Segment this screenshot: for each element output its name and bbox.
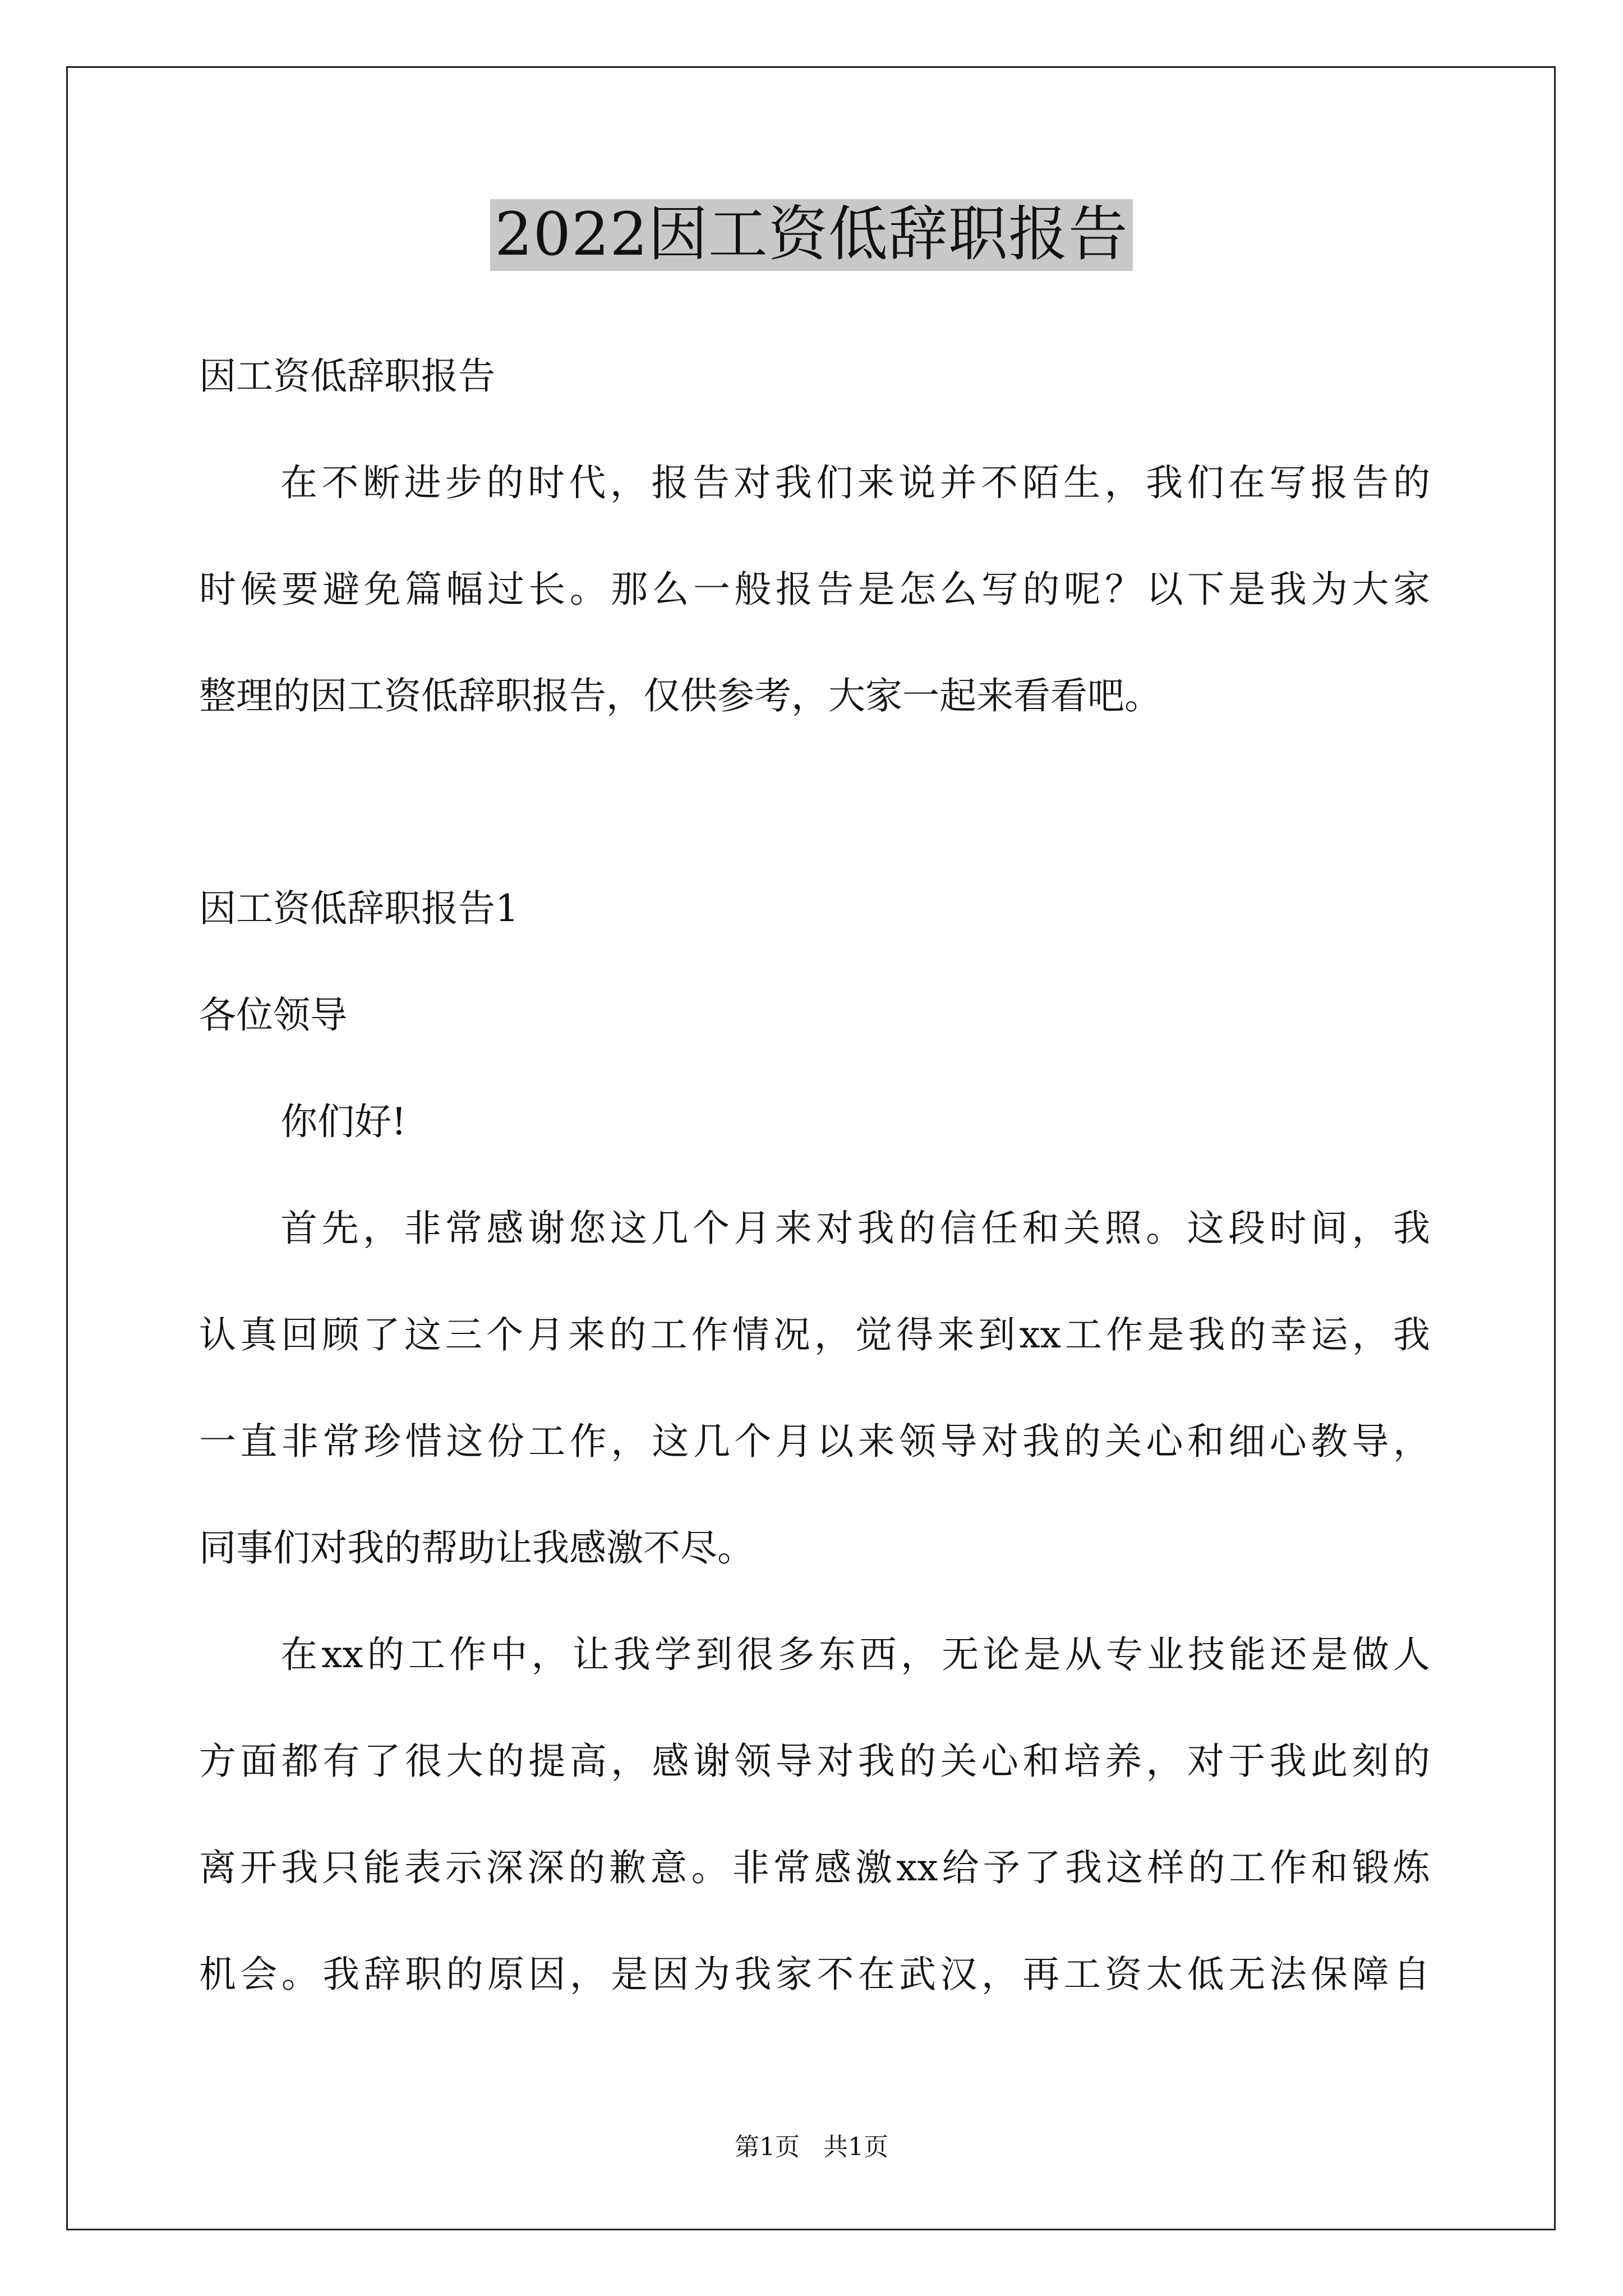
paragraph-line: 时候要避免篇幅过长。那么一般报告是怎么写的呢？以下是我为大家 bbox=[199, 568, 1430, 611]
document-title-block bbox=[0, 199, 1623, 271]
paragraph-line: 整理的因工资低辞职报告，仅供参考，大家一起来看看吧。 bbox=[199, 674, 1161, 717]
paragraph-line: 一直非常珍惜这份工作，这几个月以来领导对我的关心和细心教导， bbox=[199, 1420, 1430, 1463]
paragraph-line: 离开我只能表示深深的歉意。非常感激xx给予了我这样的工作和锻炼 bbox=[199, 1846, 1430, 1889]
paragraph-line: 在xx的工作中，让我学到很多东西，无论是从专业技能还是做人 bbox=[280, 1633, 1430, 1676]
paragraph-line: 首先，非常感谢您这几个月来对我的信任和关照。这段时间，我 bbox=[280, 1207, 1430, 1250]
section-heading: 因工资低辞职报告1 bbox=[199, 887, 519, 930]
paragraph-line: 在不断进步的时代，报告对我们来说并不陌生，我们在写报告的 bbox=[280, 461, 1430, 504]
document-title: 2022因工资低辞职报告 bbox=[490, 199, 1133, 271]
greeting: 你们好! bbox=[280, 1100, 407, 1143]
paragraph-line: 认真回顾了这三个月来的工作情况，觉得来到xx工作是我的幸运，我 bbox=[199, 1313, 1430, 1356]
page-number-footer: 第1页 共1页 bbox=[735, 2133, 888, 2161]
paragraph-line: 方面都有了很大的提高，感谢领导对我的关心和培养，对于我此刻的 bbox=[199, 1740, 1430, 1783]
paragraph-line: 同事们对我的帮助让我感激不尽。 bbox=[199, 1526, 754, 1570]
salutation: 各位领导 bbox=[199, 993, 347, 1037]
section-heading: 因工资低辞职报告 bbox=[199, 355, 495, 398]
paragraph-line: 机会。我辞职的原因，是因为我家不在武汉，再工资太低无法保障自 bbox=[199, 1953, 1430, 1996]
